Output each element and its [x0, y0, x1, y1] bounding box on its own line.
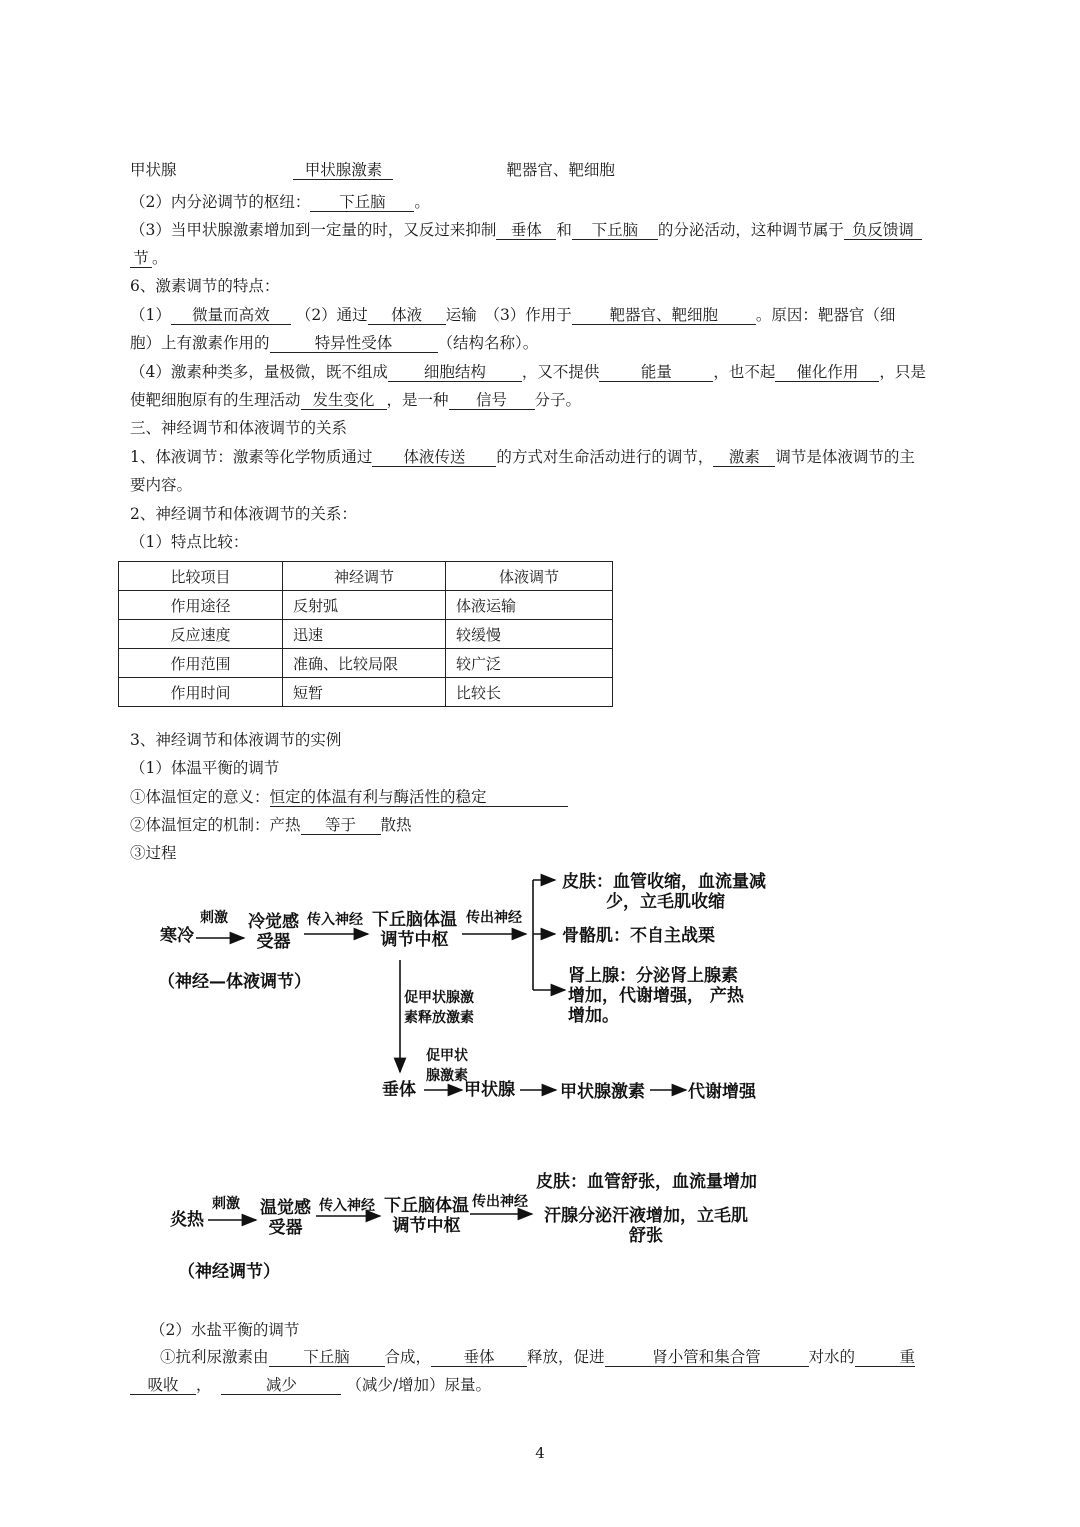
blank: 下丘脑	[572, 221, 658, 240]
water-l1: ①抗利尿激素由 下丘脑 合成， 垂体 释放，促进 肾小管和集合管 对水的 重	[160, 1348, 916, 1366]
blank: 靶器官、靶细胞	[572, 306, 756, 325]
table-header-cell: 体液调节	[446, 562, 613, 591]
blank: 微量而高效	[171, 306, 291, 325]
s33-title: 3、神经调节和体液调节的实例	[130, 731, 342, 749]
s6-p1: （1） 微量而高效 （2）通过 体液 运输 （3）作用于 靶器官、靶细胞 。原因：靶器官（细	[130, 306, 896, 324]
s3-title: 三、神经调节和体液调节的关系	[130, 419, 348, 437]
hot-label: 炎热	[170, 1210, 204, 1230]
stimulus-label: 刺激	[200, 910, 228, 926]
cold-receptor: 冷觉感 受器	[248, 912, 299, 952]
pituitary-label: 垂体	[382, 1080, 416, 1100]
efferent-nerve-label: 传出神经	[466, 910, 522, 926]
table-cell: 反射弧	[283, 591, 446, 620]
blank: 发生变化	[301, 391, 387, 410]
water-l2: 吸收 ， 减少 （减少/增加）尿量。	[130, 1373, 491, 1395]
s3-l4: （1）特点比较：	[130, 533, 249, 551]
s6-title: 6、激素调节的特点：	[130, 277, 280, 295]
sweat-response: 汗腺分泌汗液增加，立毛肌 舒张	[544, 1206, 748, 1246]
s33-sub1: （1）体温平衡的调节	[130, 759, 280, 777]
blank: 恒定的体温有利与酶活性的稳定	[270, 788, 568, 807]
efferent-nerve-label: 传出神经	[472, 1194, 528, 1210]
hypothalamus-center: 下丘脑体温 调节中枢	[384, 1196, 469, 1236]
skin-response: 皮肤：血管舒张，血流量增加	[536, 1172, 757, 1192]
blank: 重	[855, 1348, 915, 1367]
table-cell: 作用途径	[119, 591, 283, 620]
afferent-nerve-label: 传入神经	[319, 1198, 375, 1214]
s6-p4: 使靶细胞原有的生理活动 发生变化 ，是一种 信号 分子。	[130, 391, 582, 409]
s5-q3-cont: 节 。	[130, 246, 168, 268]
blank: 体液	[368, 306, 446, 325]
adrenal-response: 肾上腺：分泌肾上腺素 增加，代谢增强， 产热 增加。	[568, 966, 744, 1026]
table-cell: 迅速	[283, 620, 446, 649]
blank: 特异性受体	[270, 334, 438, 353]
trh-label: 促甲状腺激 素释放激素	[404, 990, 474, 1026]
thyroid-hormone-label: 甲状腺激素	[560, 1082, 645, 1102]
table-cell: 作用范围	[119, 649, 283, 678]
hypothalamus-center: 下丘脑体温 调节中枢	[372, 910, 457, 950]
table-cell: 较广泛	[446, 649, 613, 678]
table-cell: 比较长	[446, 678, 613, 707]
top-col1: 甲状腺	[130, 161, 177, 179]
water-title: （2）水盐平衡的调节	[150, 1321, 300, 1339]
blank: 细胞结构	[388, 363, 522, 382]
blank: 节	[130, 249, 152, 268]
table-cell: 体液运输	[446, 591, 613, 620]
s3-l2: 要内容。	[130, 476, 193, 494]
table-cell: 作用时间	[119, 678, 283, 707]
blank: 等于	[301, 816, 381, 835]
blank: 下丘脑	[310, 193, 414, 212]
table-cell: 较缓慢	[446, 620, 613, 649]
page-number: 4	[535, 1444, 545, 1462]
skin-response: 皮肤：血管收缩，血流量减 少，立毛肌收缩	[562, 872, 766, 912]
cold-label: 寒冷	[160, 926, 194, 946]
blank: 信号	[449, 391, 535, 410]
diagram-type-label: （神经调节）	[178, 1262, 280, 1282]
s3-l3: 2、神经调节和体液调节的关系：	[130, 505, 357, 523]
afferent-nerve-label: 传入神经	[307, 912, 363, 928]
s33-m3: ③过程	[130, 844, 177, 862]
warm-receptor: 温觉感 受器	[260, 1198, 311, 1238]
blank: 减少	[221, 1376, 341, 1395]
blank: 负反馈调	[844, 221, 922, 240]
s5-q2: （2）内分泌调节的枢纽： 下丘脑 。	[130, 193, 430, 211]
table-header-cell: 比较项目	[119, 562, 283, 591]
diagram-type-label: （神经—体液调节）	[158, 972, 311, 992]
blank: 激素	[713, 448, 775, 467]
s6-p3: （4）激素种类多，量极微，既不组成 细胞结构 ，又不提供 能量 ，也不起 催化作用 ，只是	[130, 363, 926, 381]
blank: 垂体	[431, 1348, 527, 1367]
table-cell: 准确、比较局限	[283, 649, 446, 678]
top-col3: 靶器官、靶细胞	[506, 161, 615, 179]
table-cell: 短暂	[283, 678, 446, 707]
blank: 下丘脑	[269, 1348, 385, 1367]
blank: 垂体	[496, 221, 556, 240]
top-col2: 甲状腺激素	[293, 161, 393, 180]
s33-m1: ①体温恒定的意义：恒定的体温有利与酶活性的稳定	[130, 785, 568, 807]
muscle-response: 骨骼肌：不自主战栗	[562, 926, 715, 946]
blank: 肾小管和集合管	[605, 1348, 809, 1367]
s5-q3: （3）当甲状腺激素增加到一定量的时，又反过来抑制 垂体 和 下丘脑 的分泌活动，这种调节属于 负反馈调	[130, 218, 922, 240]
blank: 能量	[599, 363, 713, 382]
s3-l1: 1、体液调节：激素等化学物质通过 体液传送 的方式对生命活动进行的调节， 激素 调节是体液调节的主	[130, 448, 915, 466]
stimulus-label: 刺激	[212, 1196, 240, 1212]
metabolism-label: 代谢增强	[688, 1082, 756, 1102]
thyroid-label: 甲状腺	[464, 1080, 515, 1100]
s33-m2: ②体温恒定的机制：产热 等于 散热	[130, 816, 412, 834]
blank: 吸收	[130, 1376, 196, 1395]
blank: 体液传送	[372, 448, 496, 467]
tsh-label: 促甲状 腺激素	[426, 1048, 468, 1084]
table-cell: 反应速度	[119, 620, 283, 649]
s6-p2: 胞）上有激素作用的 特异性受体 （结构名称）。	[130, 334, 539, 352]
table-header-cell: 神经调节	[283, 562, 446, 591]
blank: 催化作用	[775, 363, 879, 382]
